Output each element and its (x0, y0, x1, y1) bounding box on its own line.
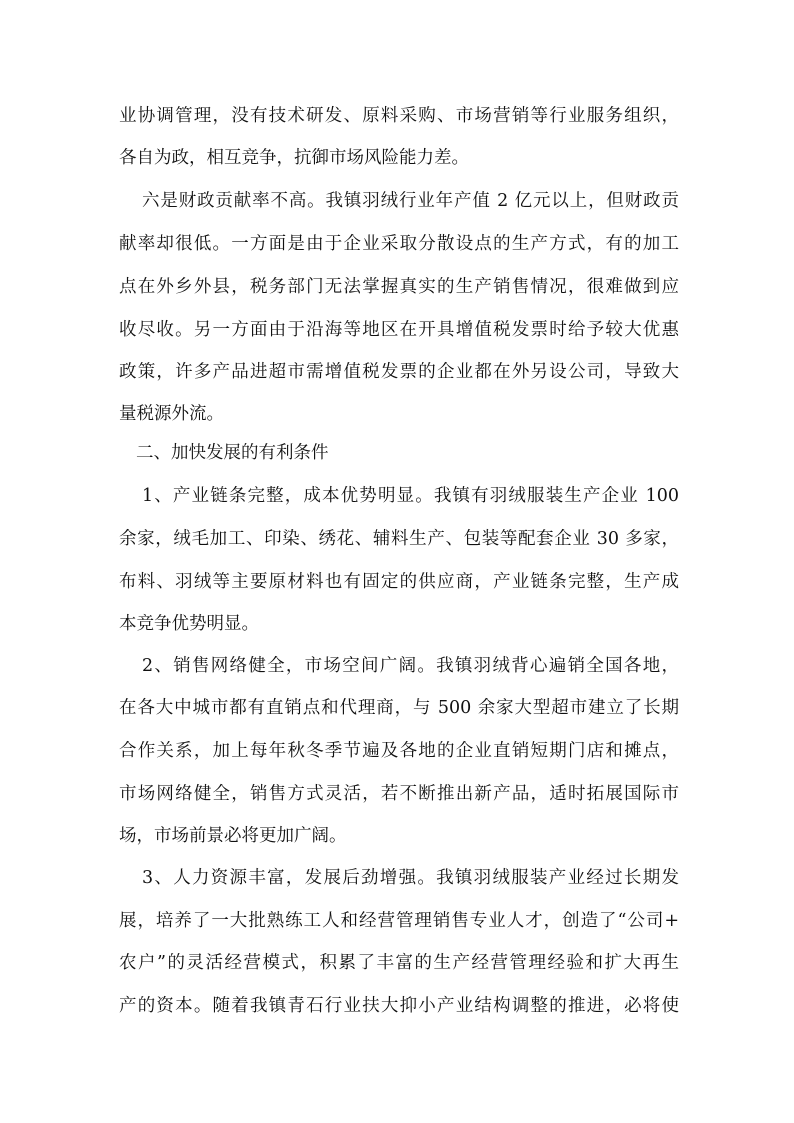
section-heading: 二、加快发展的有利条件 (136, 443, 329, 463)
text-line: 在各大中城市都有直销点和代理商，与 500 余家大型超市建立了长期 (119, 698, 679, 718)
text-line: 市场网络健全，销售方式灵活，若不断推出新产品，适时拓展国际市 (119, 784, 679, 804)
text-line: 政策，许多产品进超市需增值税发票的企业都在外另设公司，导致大 (119, 362, 679, 382)
text-line: 点在外乡外县，税务部门无法掌握真实的生产销售情况，很难做到应 (119, 277, 679, 297)
text-line: 收尽收。另一方面由于沿海等地区在开具增值税发票时给予较大优惠 (119, 320, 679, 340)
text-line: 2、销售网络健全，市场空间广阔。我镇羽绒背心遍销全国各地， (142, 656, 679, 676)
text-line: 场，市场前景必将更加广阔。 (119, 826, 347, 846)
text-line: 六是财政贡献率不高。我镇羽绒行业年产值 2 亿元以上，但财政贡 (142, 191, 679, 211)
text-line: 各自为政，相互竞争，抗御市场风险能力差。 (119, 148, 469, 168)
text-line: 本竞争优势明显。 (119, 614, 259, 634)
text-line: 3、人力资源丰富，发展后劲增强。我镇羽绒服装产业经过长期发 (142, 868, 679, 888)
text-line: 余家，绒毛加工、印染、绣花、辅料生产、包装等配套企业 30 多家， (119, 529, 679, 549)
text-line: 合作关系，加上每年秋冬季节遍及各地的企业直销短期门店和摊点， (119, 741, 679, 761)
text-line: 1、产业链条完整，成本优势明显。我镇有羽绒服装生产企业 100 (142, 486, 679, 506)
text-line: 产的资本。随着我镇青石行业扶大抑小产业结构调整的推进，必将使 (119, 996, 679, 1016)
text-line: 农户”的灵活经营模式，积累了丰富的生产经营管理经验和扩大再生 (119, 953, 679, 973)
text-line: 业协调管理，没有技术研发、原料采购、市场营销等行业服务组织， (119, 106, 679, 126)
text-line: 量税源外流。 (119, 404, 224, 424)
text-line: 献率却很低。一方面是由于企业采取分散设点的生产方式，有的加工 (119, 234, 679, 254)
text-line: 展，培养了一大批熟练工人和经营管理销售专业人才，创造了“公司+ (119, 911, 679, 931)
text-line: 布料、羽绒等主要原材料也有固定的供应商，产业链条完整，生产成 (119, 572, 679, 592)
